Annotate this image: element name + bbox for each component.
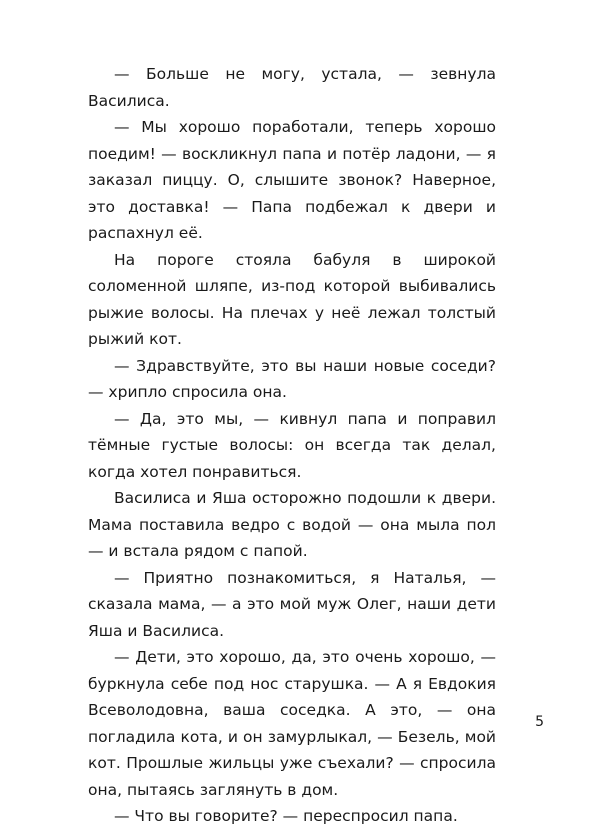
paragraph: — Да, это мы, — кивнул папа и поправил тёмные густые волосы: он всегда так делал, когда хотел понравиться.: [88, 409, 496, 481]
paragraph: Василиса и Яша осторожно подошли к двери. Мама поставила ведро с водой — она мыла пол — и встала рядом с папой.: [88, 489, 496, 560]
paragraph: — Что вы говорите? — переспросил папа.: [114, 807, 458, 825]
paragraph: — Мы хорошо поработали, теперь хорошо поедим! — воскликнул папа и потёр ладони, — я заказал пиццу. О, слышите звонок? Наверное, это доставка! — Папа подбежал к двери и распахнул её.: [88, 118, 496, 242]
paragraph: — Больше не могу, устала, — зевнула Василиса.: [88, 65, 496, 110]
page-number: 5: [535, 714, 544, 730]
paragraph: — Дети, это хорошо, да, это очень хорошо, — буркнула себе под нос старушка. — А я Евдокия Всеволодовна, ваша соседка. А это, — она погладила кота, и он замурлыкал, — Безель, мой кот. Прошлые жильцы уже съехали? — спросила она, пытаясь заглянуть в дом.: [88, 648, 496, 799]
paragraph: На пороге стояла бабуля в широкой соломенной шляпе, из-под которой выбивались рыжие волосы. На плечах у неё лежал толстый рыжий кот.: [88, 250, 496, 348]
paragraph: — Приятно познакомиться, я Наталья, — сказала мама, — а это мой муж Олег, наши дети Яша и Василиса.: [88, 568, 496, 640]
paragraph: — Здравствуйте, это вы наши новые соседи? — хрипло спросила она.: [88, 356, 496, 401]
body-text: [88, 61, 496, 830]
